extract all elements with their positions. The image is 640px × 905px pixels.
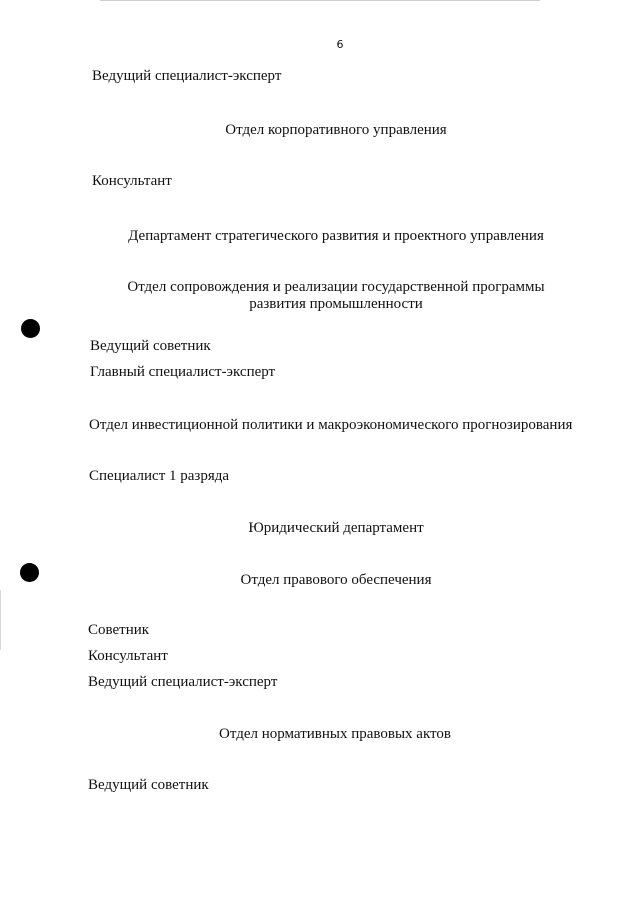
page-number: 6	[336, 38, 344, 51]
department-heading-continued: развития промышленности	[249, 296, 423, 312]
position-title: Советник	[88, 622, 150, 638]
department-heading: Отдел инвестиционной политики и макроэкономического прогнозирования	[89, 417, 573, 433]
department-heading: Отдел корпоративного управления	[225, 122, 447, 138]
department-heading: Отдел правового обеспечения	[240, 572, 432, 588]
position-title: Ведущий специалист-эксперт	[92, 68, 282, 84]
position-title: Ведущий специалист-эксперт	[88, 674, 278, 690]
scan-left-edge	[0, 590, 1, 650]
punch-hole-mark	[21, 319, 40, 338]
position-title: Консультант	[88, 648, 168, 664]
department-heading: Отдел нормативных правовых актов	[219, 726, 451, 742]
department-heading: Департамент стратегического развития и проектного управления	[128, 228, 544, 244]
position-title: Ведущий советник	[90, 338, 211, 354]
department-heading: Отдел сопровождения и реализации государственной программы	[127, 279, 545, 295]
position-title: Специалист 1 разряда	[89, 468, 230, 484]
department-heading: Юридический департамент	[248, 520, 424, 536]
position-title: Ведущий советник	[88, 777, 209, 793]
scan-top-edge	[100, 0, 540, 1]
position-title: Главный специалист-эксперт	[90, 364, 276, 380]
position-title: Консультант	[92, 173, 172, 189]
